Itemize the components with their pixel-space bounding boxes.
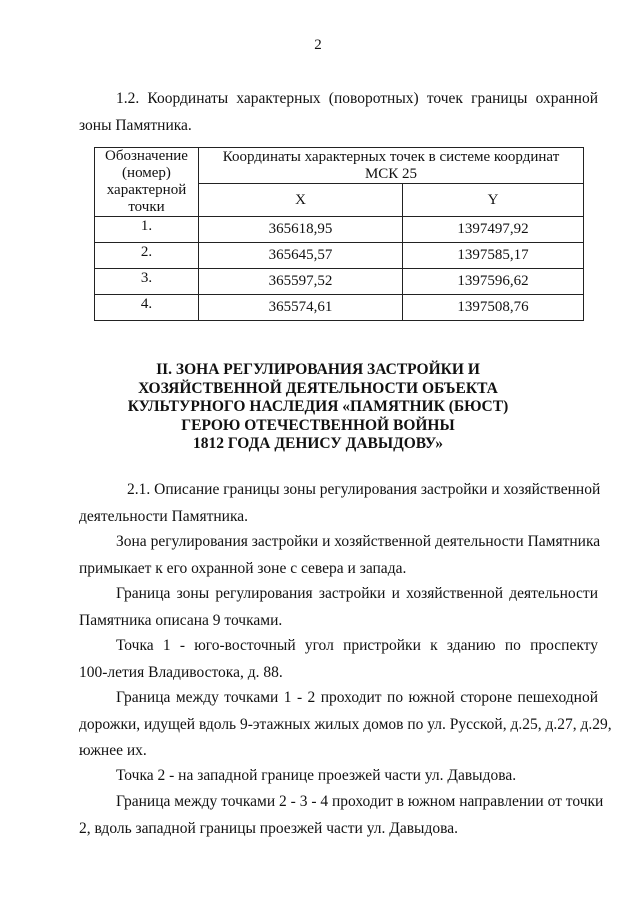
paragraph-2-1 [79, 477, 601, 530]
y-coordinate-cell: 1397508,76 [403, 295, 584, 321]
paragraph-zone-adjacency [79, 529, 601, 582]
paragraph-point-1 [79, 633, 598, 686]
point-number-cell: 4. [95, 295, 199, 321]
paragraph-line: 100-летия Владивостока, д. 88. [79, 663, 283, 681]
paragraph-line: дорожки, идущей вдоль 9-этажных жилых домов по ул. Русской, д.25, д.27, д.29, [79, 715, 612, 733]
paragraph-line: примыкает к его охранной зоне с севера и запада. [79, 559, 407, 577]
column-header-designation [95, 148, 199, 217]
paragraph-segment-2-3-4 [79, 789, 604, 842]
x-coordinate-cell: 365618,95 [199, 217, 403, 243]
table-row [95, 217, 584, 243]
paragraph-segment-1-2 [79, 685, 612, 765]
intro-line: 1.2. Координаты характерных (поворотных) точек границы охранной [116, 90, 598, 107]
intro-paragraph [79, 86, 598, 139]
header-line: характерной [106, 182, 187, 198]
header-line: Обозначение [105, 148, 188, 164]
table-row [95, 269, 584, 295]
table-row [95, 295, 584, 321]
table-header-row [95, 148, 584, 184]
coordinates-table [94, 147, 584, 321]
section-heading [0, 361, 636, 454]
paragraph-line: 2, вдоль западной границы проезжей части ул. Давыдова. [79, 819, 458, 837]
y-coordinate-cell: 1397585,17 [403, 243, 584, 269]
paragraph-line: южнее их. [79, 742, 147, 759]
paragraph-line: 2.1. Описание границы зоны регулирования застройки и хозяйственной [127, 481, 601, 498]
page-number: 2 [314, 37, 322, 53]
header-line: Координаты характерных точек в системе координат [222, 148, 560, 165]
y-coordinate-cell: 1397497,92 [403, 217, 584, 243]
point-number-cell: 2. [95, 243, 199, 269]
heading-line: 1812 ГОДА ДЕНИСУ ДАВЫДОВУ» [192, 435, 444, 452]
column-header-coordinate-system [199, 148, 584, 184]
paragraph-line: Граница зоны регулирования застройки и хозяйственной деятельности [116, 585, 598, 602]
header-line: МСК 25 [364, 165, 418, 182]
column-header-y: Y [403, 184, 584, 217]
paragraph-line: Граница между точками 1 - 2 проходит по южной стороне пешеходной [116, 689, 598, 706]
x-coordinate-cell: 365597,52 [199, 269, 403, 295]
heading-line: II. ЗОНА РЕГУЛИРОВАНИЯ ЗАСТРОЙКИ И [156, 361, 480, 378]
x-coordinate-cell: 365645,57 [199, 243, 403, 269]
y-coordinate-cell: 1397596,62 [403, 269, 584, 295]
x-coordinate-cell: 365574,61 [199, 295, 403, 321]
column-header-x: X [199, 184, 403, 217]
paragraph-line: Точка 1 - юго-восточный угол пристройки к зданию по проспекту [116, 637, 598, 654]
table-row [95, 243, 584, 269]
paragraph-line: Памятника описана 9 точками. [79, 611, 283, 629]
header-line: (номер) [122, 165, 171, 181]
paragraph-line: деятельности Памятника. [79, 507, 249, 525]
heading-line: КУЛЬТУРНОГО НАСЛЕДИЯ «ПАМЯТНИК (БЮСТ) [127, 398, 509, 415]
paragraph-points-count [79, 581, 598, 634]
paragraph-point-2 [79, 763, 598, 790]
heading-line: ХОЗЯЙСТВЕННОЙ ДЕЯТЕЛЬНОСТИ ОБЪЕКТА [138, 379, 498, 397]
point-number-cell: 1. [95, 217, 199, 243]
paragraph-line: Граница между точками 2 - 3 - 4 проходит в южном направлении от точки [116, 793, 604, 810]
point-number-cell: 3. [95, 269, 199, 295]
paragraph-line: Точка 2 - на западной границе проезжей части ул. Давыдова. [116, 767, 517, 784]
paragraph-line: Зона регулирования застройки и хозяйственной деятельности Памятника [116, 533, 601, 550]
heading-line: ГЕРОЮ ОТЕЧЕСТВЕННОЙ ВОЙНЫ [181, 416, 455, 434]
header-line: точки [128, 199, 165, 215]
intro-line: зоны Памятника. [79, 116, 192, 134]
